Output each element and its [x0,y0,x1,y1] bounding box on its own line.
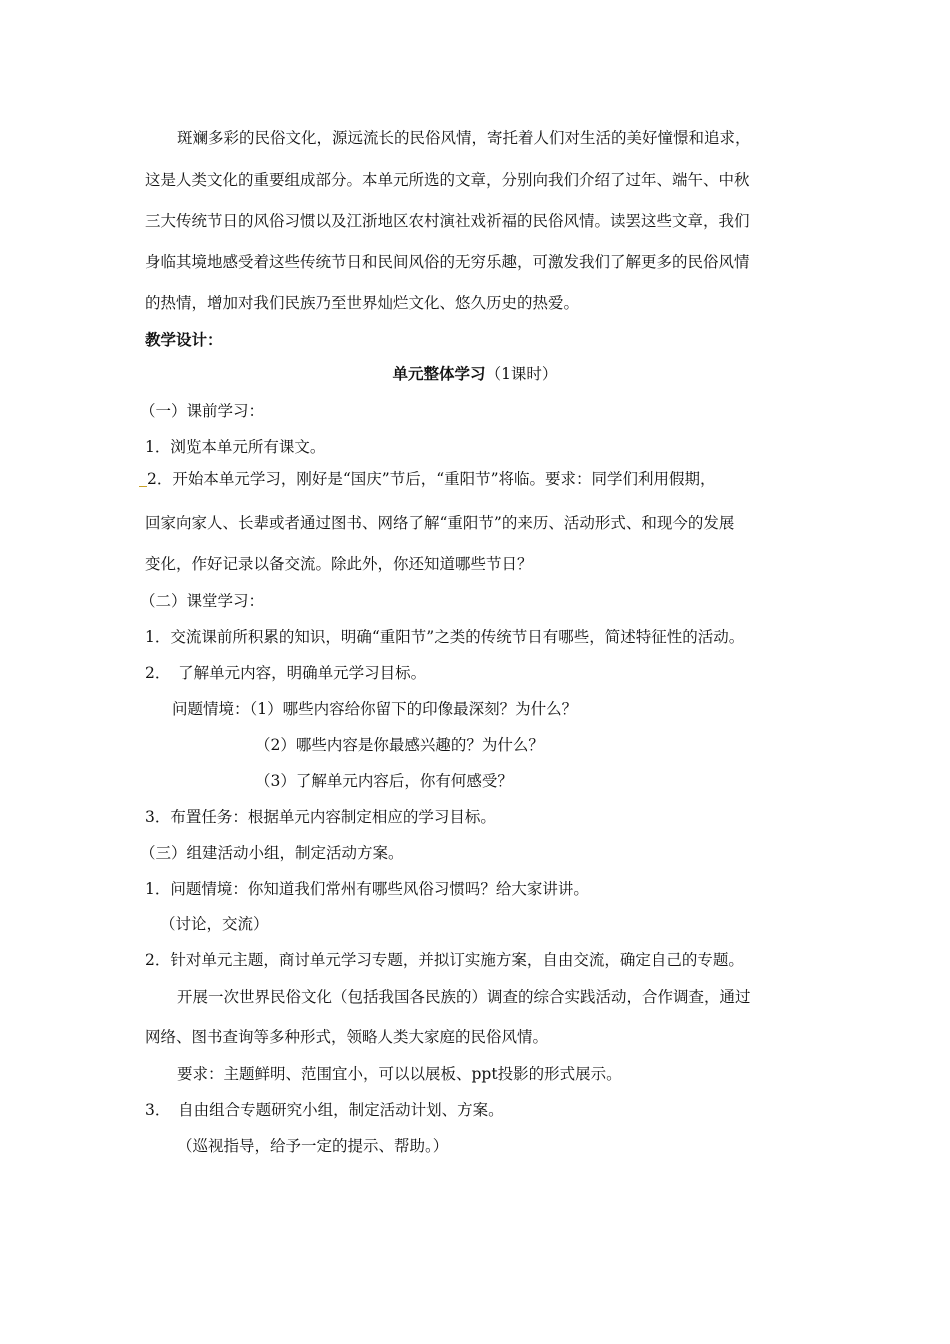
intro-line-3: 三大传统节日的风俗习惯以及江浙地区农村演社戏祈福的民俗风情。读罢这些文章，我们 [145,212,750,230]
intro-line-2: 这是人类文化的重要组成部分。本单元所选的文章，分别向我们介绍了过年、端午、中秋 [145,171,750,189]
section-2-item-1: 1．交流课前所积累的知识，明确“重阳节”之类的传统节日有哪些，简述特征性的活动。 [145,628,745,646]
teaching-design-heading: 教学设计： [145,331,223,349]
section-2-item-2: 2． 了解单元内容，明确单元学习目标。 [145,664,427,682]
intro-line-1: 斑斓多彩的民俗文化，源远流长的民俗风情，寄托着人们对生活的美好憧憬和追求， [177,129,751,147]
unit-title-hours: （1课时） [485,365,558,383]
section-1-item-2-text: 2．开始本单元学习，刚好是“国庆”节后，“重阳节”将临。要求：同学们利用假期， [147,470,716,488]
section-3-item-2: 2．针对单元主题，商讨单元学习专题，并拟订实施方案，自由交流，确定自己的专题。 [145,951,744,969]
unit-title-main: 单元整体学习 [392,365,486,383]
question-3: （3）了解单元内容后，你有何感受？ [255,772,513,790]
question-situation-label: 问题情境： [172,700,250,718]
section-2-heading: （二）课堂学习： [140,592,265,610]
section-3-item-3: 3． 自由组合专题研究小组，制定活动计划、方案。 [145,1101,504,1119]
section-3-heading: （三）组建活动小组，制定活动方案。 [140,844,404,862]
section-1-heading: （一）课前学习： [140,402,265,420]
section-3-paragraph-line-2: 网络、图书查询等多种形式，领略人类大家庭的民俗风情。 [145,1028,549,1046]
question-2: （2）哪些内容是你最感兴趣的？为什么？ [255,736,544,754]
edit-mark [139,485,147,487]
unit-title [0,364,950,384]
section-3-item-1: 1．问题情境：你知道我们常州有哪些风俗习惯吗？给大家讲讲。 [145,880,589,898]
section-1-item-1: 1．浏览本单元所有课文。 [145,438,326,456]
question-1: （1）哪些内容给你留下的印像最深刻？为什么？ [249,700,578,718]
section-1-item-2-line-1 [145,469,716,489]
section-3-item-3-note: （巡视指导，给予一定的提示、帮助。） [177,1137,449,1155]
intro-line-5: 的热情，增加对我们民族乃至世界灿烂文化、悠久历史的热爱。 [145,294,580,312]
section-3-paragraph-line-1: 开展一次世界民俗文化（包括我国各民族的）调查的综合实践活动，合作调查，通过 [177,988,751,1006]
section-3-requirement: 要求：主题鲜明、范围宜小，可以以展板、ppt投影的形式展示。 [177,1065,622,1083]
section-1-item-2-line-3: 变化，作好记录以备交流。除此外，你还知道哪些节日？ [145,555,533,573]
section-1-item-2-line-2: 回家向家人、长辈或者通过图书、网络了解“重阳节”的来历、活动形式、和现今的发展 [145,514,735,532]
section-2-item-3: 3．布置任务：根据单元内容制定相应的学习目标。 [145,808,496,826]
question-situation-row [172,699,577,719]
section-3-item-1-note: （讨论，交流） [160,915,269,933]
intro-line-4: 身临其境地感受着这些传统节日和民间风俗的无穷乐趣，可激发我们了解更多的民俗风情 [145,253,750,271]
